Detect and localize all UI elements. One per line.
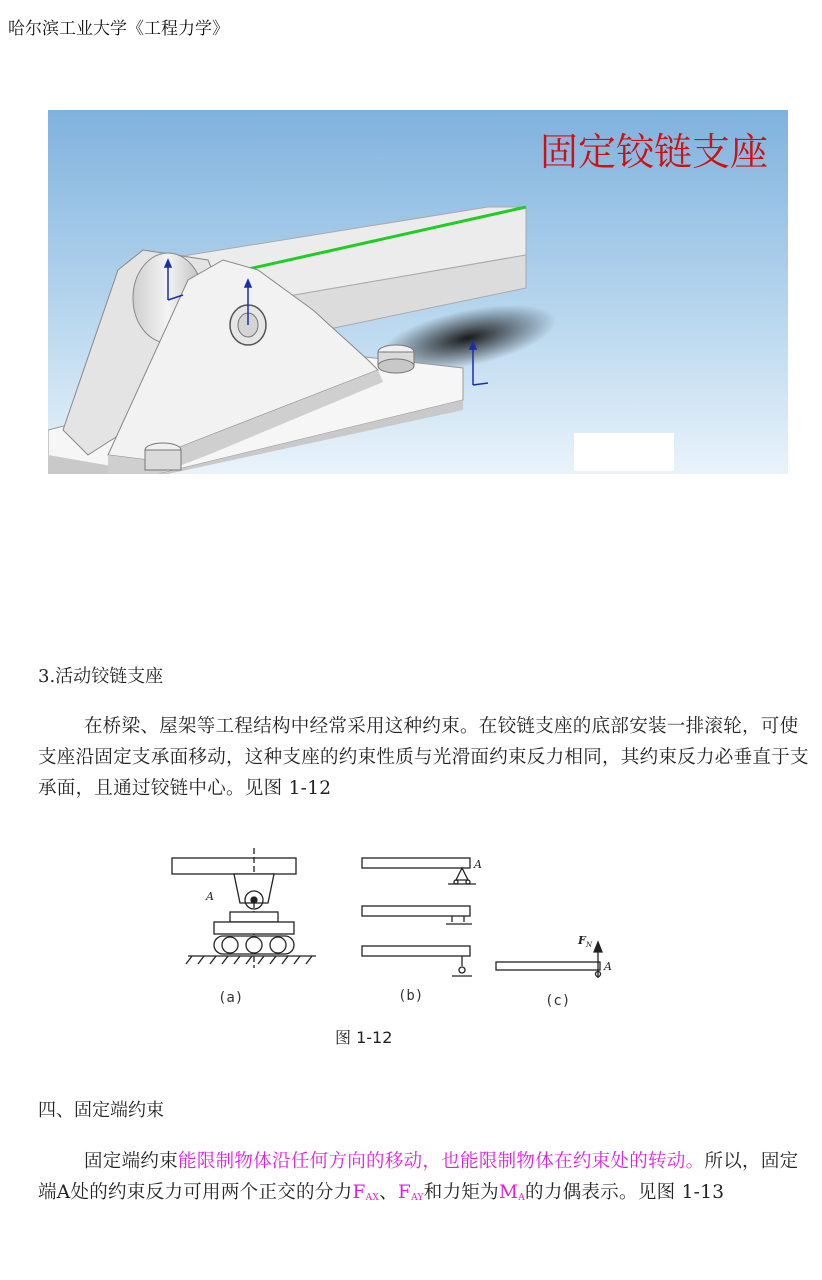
section4-text-start: 固定端约束	[84, 1151, 179, 1172]
section4-paragraph	[38, 1146, 812, 1214]
separator: 、	[379, 1182, 398, 1203]
section4-heading: 四、固定端约束	[38, 1100, 164, 1121]
force-fax-sub: AX	[365, 1193, 380, 1203]
page-header: 哈尔滨工业大学《工程力学》	[8, 19, 229, 39]
label-b-point: A	[474, 858, 482, 871]
force-fay: F	[397, 1182, 412, 1203]
label-force-sub: N	[586, 941, 593, 949]
label-a-point: A	[206, 890, 214, 903]
section4-highlight: 能限制物体沿任何方向的移动，也能限制物体在约束处的转动。	[178, 1151, 705, 1172]
figure-1-12	[168, 848, 648, 1008]
section3-text: 在桥梁、屋架等工程结构中经常采用这种约束。在铰链支座的底部安装一排滚轮，可使支座沿固定支承面移动，这种支座的约束性质与光滑面约束反力相同，其约束反力必垂直于支承面，且通过铰链中心。见图 1-12	[38, 716, 809, 799]
panel-label-b: (b)	[398, 988, 424, 1004]
section3-heading: 3.活动铰链支座	[38, 666, 164, 687]
render-title: 固定铰链支座	[540, 130, 769, 174]
hinge-support-render	[48, 110, 788, 474]
label-c-point: A	[604, 960, 612, 973]
figure-caption: 图 1-12	[335, 1028, 393, 1047]
moment-ma-sub: A	[518, 1193, 526, 1203]
section3-paragraph	[38, 711, 812, 804]
section4-text-end: 的力偶表示。见图 1-13	[525, 1182, 725, 1203]
moment-ma: M	[498, 1182, 519, 1203]
panel-label-a: (a)	[218, 990, 244, 1006]
section4-text-mid2: 和力矩为	[423, 1182, 499, 1203]
force-fay-sub: AY	[411, 1193, 424, 1203]
label-force: F	[578, 934, 586, 947]
section4-text-mid1: 所以，固定端A处的约束反力可用两个正交的分力	[38, 1151, 799, 1203]
panel-label-c: (c)	[545, 993, 571, 1009]
force-fax: F	[352, 1182, 366, 1203]
